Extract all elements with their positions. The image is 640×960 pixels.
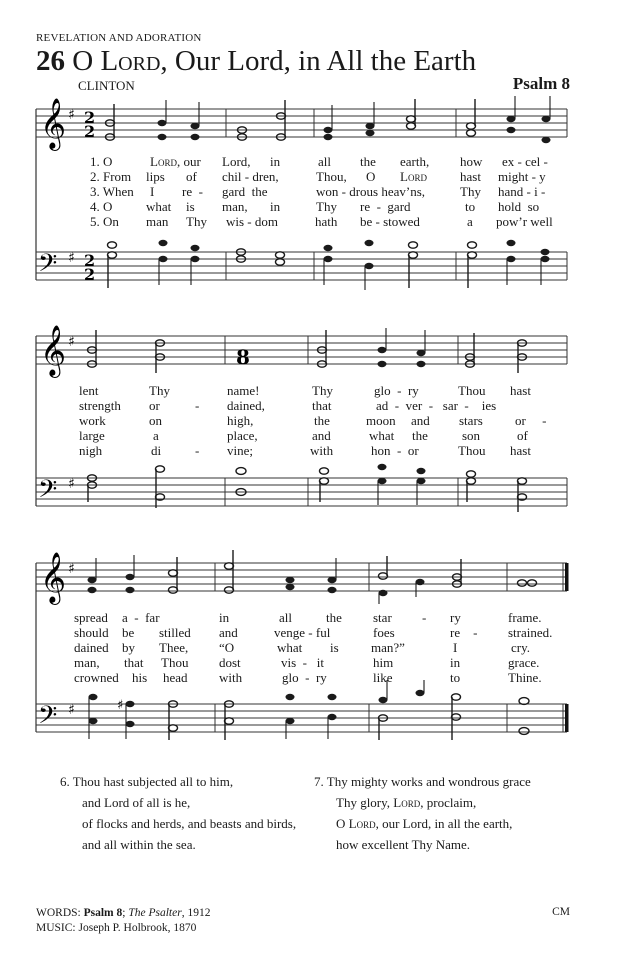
section-heading: REVELATION AND ADORATION bbox=[36, 32, 202, 44]
lyrics-system-1: 1. O Lord, our Lord, in all the earth, how ex - cel - 2. From lips of chil - dren, Thou, O Lord hast might - y 3. When I re - gard the won - drous heav’ns, Thy hand - i - 4. O what is man, in Thy re - gard to hold so 5. On man Thy wis - dom hath be - stowed a pow’r well bbox=[90, 154, 553, 229]
lyrics-system-3: spread a - far in all the star - ry frame. should be stilled and venge - ful foes re - strained. dained by Thee, “O what is man?” I cry. man, that Thou dost vis - it him in grace. crowned his head with glo - ry like to Thine. bbox=[74, 610, 553, 685]
sharp-icon: ♯ bbox=[68, 334, 75, 350]
treble-clef-icon: 𝄞 bbox=[40, 325, 67, 376]
stanza-number: 6. bbox=[60, 774, 70, 789]
title-prefix: O bbox=[72, 45, 101, 77]
stanza-7: 7. Thy mighty works and wondrous grace Thy glory, Lord, proclaim, O Lord, our Lord, in all the earth, how excellent Thy Name. bbox=[314, 774, 531, 852]
sharp-icon: ♯ bbox=[68, 250, 75, 266]
treble-clef-icon: 𝄞 bbox=[40, 552, 67, 603]
svg-text:2: 2 bbox=[84, 265, 96, 284]
sharp-icon: ♯ bbox=[68, 107, 75, 123]
stanza-number: 7. bbox=[314, 774, 324, 789]
hymn-number: 26 bbox=[36, 45, 65, 77]
svg-text:2: 2 bbox=[84, 122, 96, 141]
scripture-reference: Psalm 8 bbox=[512, 74, 570, 93]
lyrics-system-2: lent Thy name! Thy glo - ry Thou hast strength or - dained, that ad - ver - sar - ies work on high, the moon and stars or - large a place, and what the son of nigh di - vine; with hon - or Thou hast bbox=[79, 383, 547, 458]
bass-clef-icon: 𝄢 bbox=[38, 249, 58, 284]
sharp-icon: ♯ bbox=[68, 702, 75, 718]
meter: CM bbox=[552, 906, 570, 918]
sharp-icon: ♯ bbox=[117, 698, 124, 713]
title-lord: Lord bbox=[100, 45, 161, 77]
words-credit: WORDS: Psalm 8; The Psalter, 1912 bbox=[36, 907, 211, 919]
bass-clef-icon: 𝄢 bbox=[38, 701, 58, 736]
music-credit: MUSIC: Joseph P. Holbrook, 1870 bbox=[36, 922, 197, 934]
treble-clef-icon: 𝄞 bbox=[40, 98, 67, 149]
credits bbox=[36, 906, 210, 936]
stanza-6: 6. Thou hast subjected all to him, and Lord of all is he, of flocks and herds, and beasts and birds, and all within the sea. bbox=[60, 774, 297, 852]
title-rest: , Our Lord, in All the Earth bbox=[160, 45, 477, 77]
sharp-icon: ♯ bbox=[68, 561, 75, 577]
svg-text:2: 2 bbox=[84, 108, 96, 127]
svg-text:8: 8 bbox=[236, 345, 250, 369]
svg-text:2: 2 bbox=[84, 251, 96, 270]
bass-clef-icon: 𝄢 bbox=[38, 475, 58, 510]
tune-name: CLINTON bbox=[78, 78, 135, 93]
sharp-icon: ♯ bbox=[68, 476, 75, 492]
